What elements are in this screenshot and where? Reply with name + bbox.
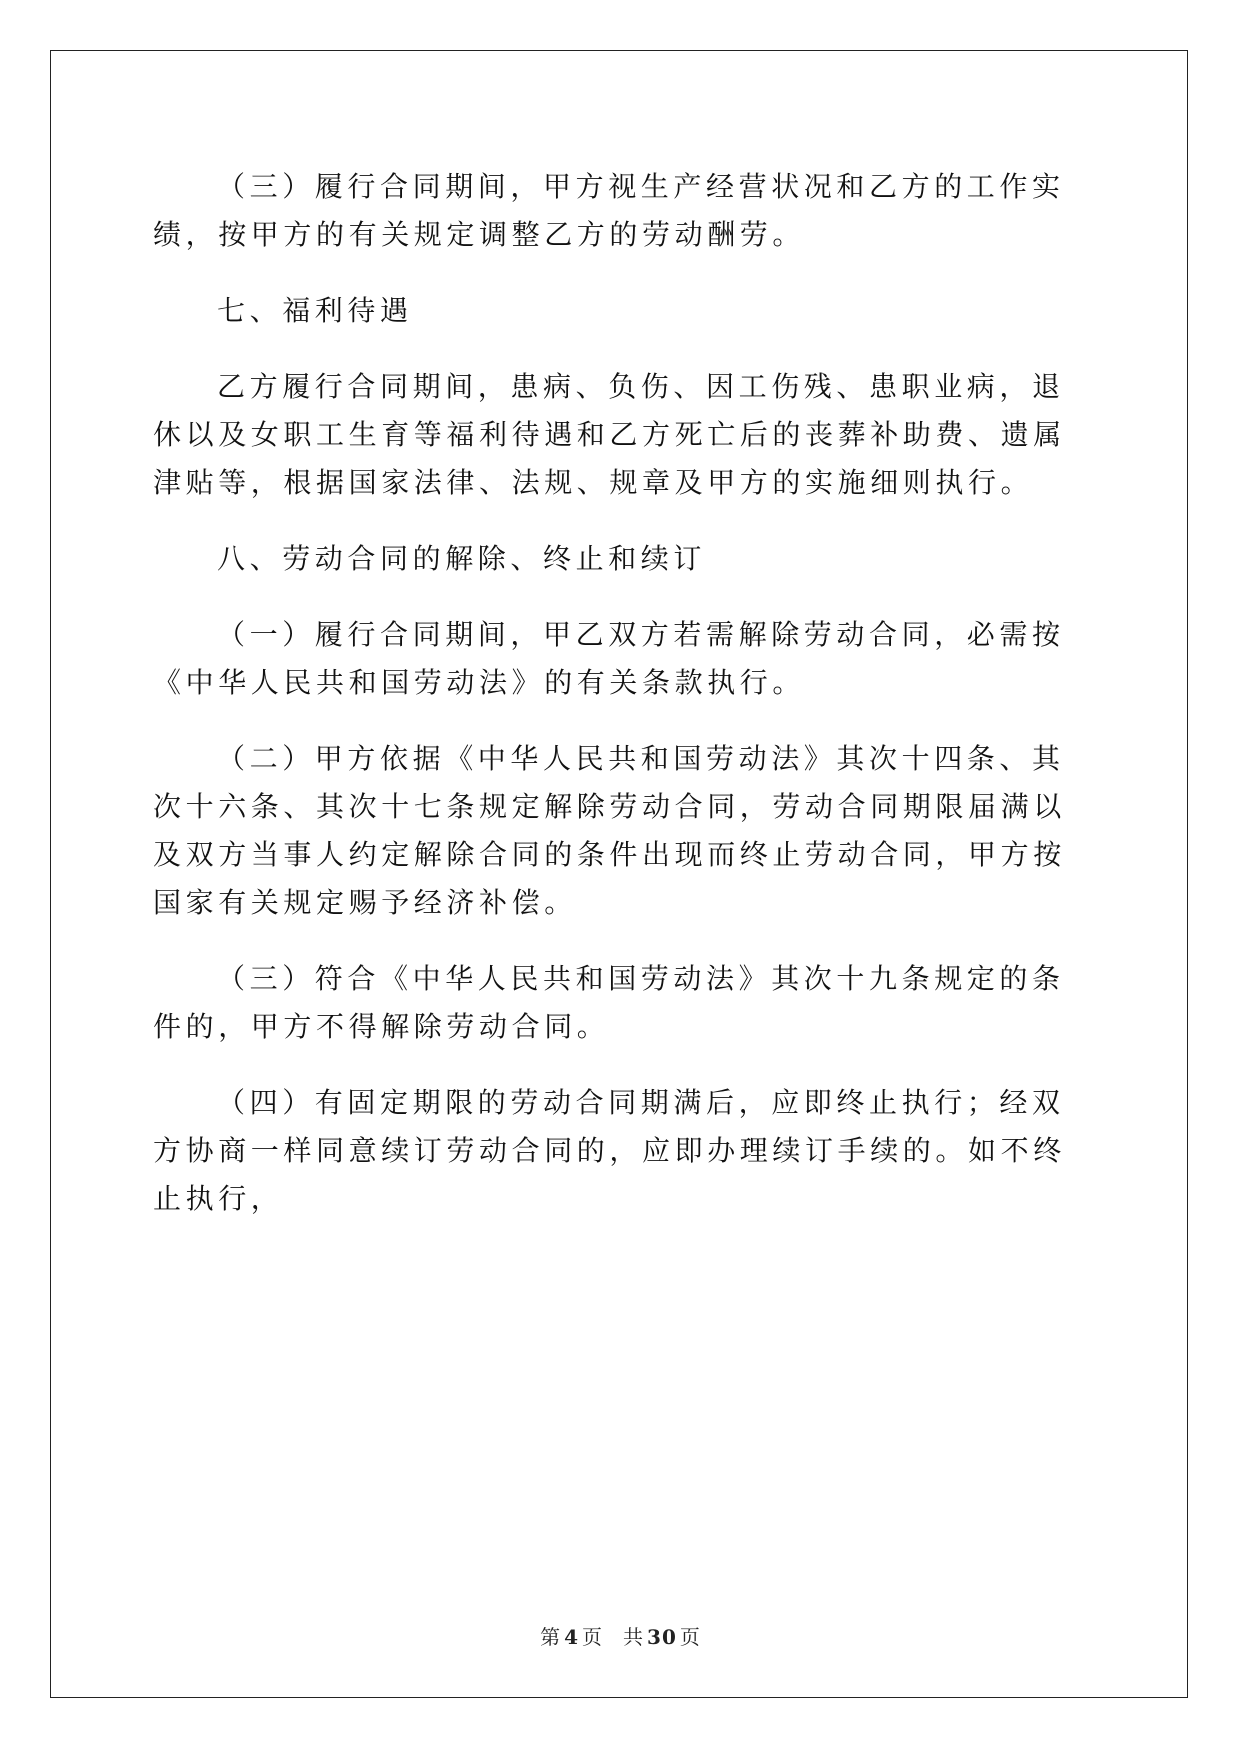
paragraph-termination-2: （二）甲方依据《中华人民共和国劳动法》其次十四条、其次十六条、其次十七条规定解除劳动合同，劳动合同期限届满以及双方当事人约定解除合同的条件出现而终止劳动合同，甲方按国家有关规定赐予经济补偿。 xyxy=(153,742,1066,919)
page-number: 4 xyxy=(564,1625,580,1649)
section-heading-termination: 八、劳动合同的解除、终止和续订 xyxy=(217,542,707,575)
document-body xyxy=(153,163,1093,1251)
section-heading-welfare: 七、福利待遇 xyxy=(217,294,413,327)
paragraph-salary-adjustment: （三）履行合同期间，甲方视生产经营状况和乙方的工作实绩，按甲方的有关规定调整乙方的劳动酬劳。 xyxy=(153,170,1065,251)
page-suffix: 页 xyxy=(582,1625,604,1649)
total-pages: 30 xyxy=(647,1625,677,1649)
page-prefix: 第 xyxy=(540,1625,562,1649)
total-suffix: 页 xyxy=(679,1625,701,1649)
paragraph-termination-3: （三）符合《中华人民共和国劳动法》其次十九条规定的条件的，甲方不得解除劳动合同。 xyxy=(153,962,1065,1043)
paragraph-welfare: 乙方履行合同期间，患病、负伤、因工伤残、患职业病，退休以及女职工生育等福利待遇和乙方死亡后的丧葬补助费、遗属津贴等，根据国家法律、法规、规章及甲方的实施细则执行。 xyxy=(153,370,1066,499)
page-footer xyxy=(0,1621,1241,1650)
paragraph-termination-1: （一）履行合同期间，甲乙双方若需解除劳动合同，必需按《中华人民共和国劳动法》的有关条款执行。 xyxy=(153,618,1065,699)
total-prefix: 共 xyxy=(623,1625,645,1649)
paragraph-termination-4: （四）有固定期限的劳动合同期满后，应即终止执行；经双方协商一样同意续订劳动合同的，应即办理续订手续的。如不终止执行， xyxy=(153,1086,1066,1215)
